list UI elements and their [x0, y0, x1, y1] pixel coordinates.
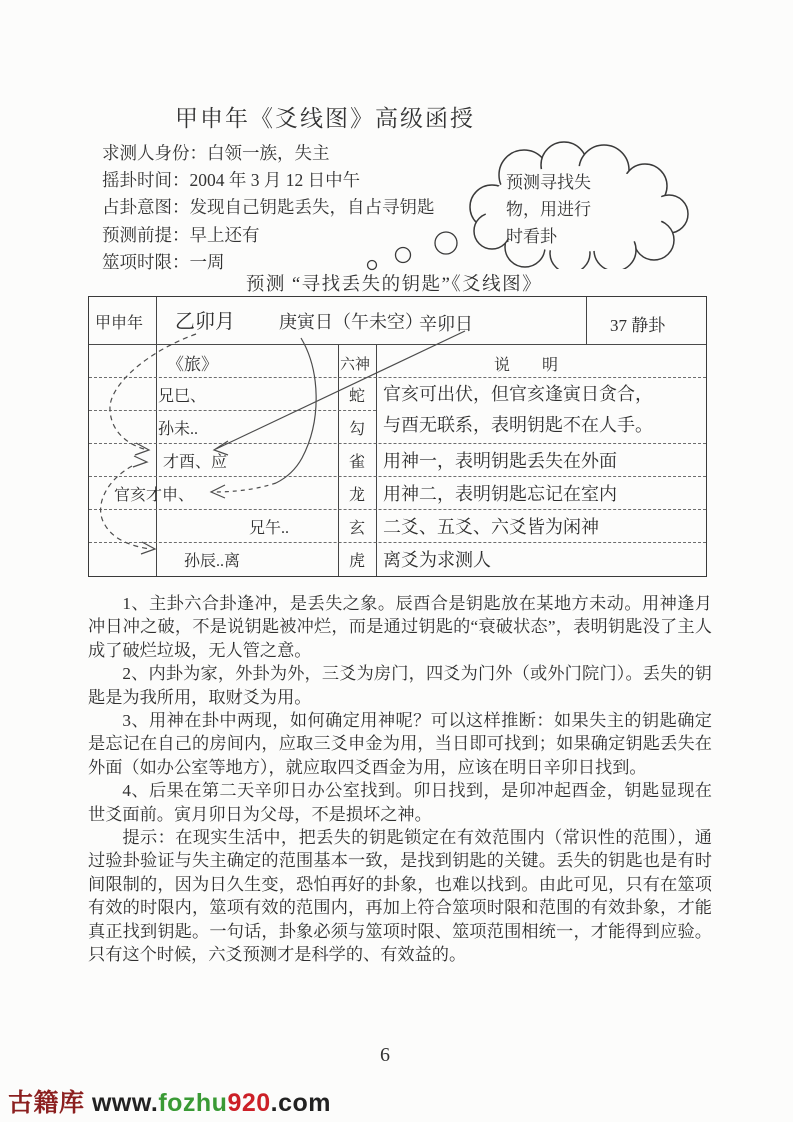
thought-cloud-text	[506, 169, 591, 250]
cloud-line: 物，用进行	[506, 200, 591, 219]
cell-day: 庚寅日（午未空）	[279, 312, 423, 332]
info-line-identity: 求测人身份：白领一族，失主	[102, 143, 330, 163]
table-line	[89, 410, 376, 411]
analysis-text	[88, 592, 712, 967]
table-line	[586, 297, 587, 344]
note-merged: 官亥可出伏，但官亥逢寅日贪合，与酉无联系，表明钥匙不在人手。	[383, 384, 653, 435]
cell-year: 甲申年	[95, 315, 144, 332]
info-line-premise: 预测前提：早上还有	[102, 224, 260, 245]
six-god: 蛇	[349, 388, 366, 405]
six-god: 龙	[349, 487, 366, 504]
analysis-paragraph-2: 2、内卦为家，外卦为外，三爻为房门，四爻为门外（或外门院门）。丢失的钥匙是为我所用，取财爻为用。	[88, 664, 712, 707]
yao-line: 才酉、应	[163, 454, 228, 471]
table-line	[89, 344, 706, 345]
six-god: 勾	[349, 421, 366, 438]
cloud-line: 预测寻找失	[506, 173, 591, 192]
info-line-time-limit: 筮项时限：一周	[102, 251, 225, 272]
watermark	[8, 1083, 331, 1119]
yao-line: 孙未..	[158, 421, 199, 438]
cell-month: 乙卯月	[175, 311, 235, 333]
note: 二爻、五爻、六爻皆为闲神	[383, 517, 599, 537]
watermark-name: fozhu	[158, 1089, 228, 1117]
analysis-paragraph-3: 3、用神在卦中两现，如何确定用神呢？可以这样推断：如果失主的钥匙确定是忘记在自己的房间内，应取三爻申金为用，当日即可找到；如果确定钥匙丢失在外面（如办公室等地方），就应取四爻酉金为用，应该在明日辛卯日找到。	[88, 711, 712, 777]
yao-line: 兄巳、	[158, 388, 207, 405]
six-god: 虎	[349, 553, 366, 570]
table-line	[156, 297, 157, 576]
table-caption: 预测 “寻找丢失的钥匙”《爻线图》	[245, 275, 543, 295]
table-line	[89, 509, 706, 510]
watermark-number: 920	[227, 1089, 271, 1117]
cell-hexagram-name: 《旅》	[167, 355, 218, 374]
table-line	[89, 377, 706, 378]
analysis-paragraph-tips: 提示：在现实生活中，把丢失的钥匙锁定在有效范围内（常识性的范围），通过验卦验证与失主确定的范围基本一致，是找到钥匙的关键。丢失的钥匙也是有时间限制的，因为日久生变，恐怕再好的卦象，也难以找到。由此可见，只有在筮项有效的时限内，筮项有效的范围内，再加上符合筮项时限和范围的有效卦象，才能真正找到钥匙。一句话，卦象必须与筮项时限、筮项范围相统一，才能得到应验。只有这个时候，六爻预测才是科学的、有效益的。	[88, 828, 712, 965]
cloud-line: 时看卦	[506, 227, 557, 246]
cell-six-gods-header: 六神	[340, 357, 371, 373]
analysis-paragraph-4: 4、后果在第二天辛卯日办公室找到。卯日找到，是卯冲起酉金，钥匙显现在世爻面前。寅月卯日为父母，不是损坏之神。	[88, 781, 712, 824]
note: 用神一，表明钥匙丢失在外面	[383, 451, 617, 471]
cell-note-header: 说 明	[494, 357, 559, 374]
note: 用神二，表明钥匙忘记在室内	[383, 484, 617, 504]
yao-line: 官亥才申、	[114, 487, 195, 504]
page-title: 甲申年《爻线图》高级函授	[175, 106, 475, 131]
watermark-site-label: 古籍库	[8, 1089, 92, 1117]
six-god: 雀	[349, 454, 366, 471]
hexagram-table	[88, 296, 707, 577]
yao-line: 孙辰..离	[184, 553, 241, 570]
cell-next-day: 辛卯日	[419, 314, 473, 334]
yao-line: 兄午..	[249, 520, 290, 537]
table-line	[89, 476, 706, 477]
cell-hexagram-number: 37 静卦	[610, 316, 666, 335]
watermark-tld: .com	[270, 1089, 332, 1117]
case-info-block	[102, 140, 435, 276]
page-number: 6	[380, 1044, 390, 1066]
six-god: 玄	[349, 520, 366, 537]
analysis-paragraph-1: 1、主卦六合卦逢冲，是丢失之象。辰酉合是钥匙放在某地方未动。用神逢月冲日冲之破，不是说钥匙被冲烂，而是通过钥匙的“衰破状态”，表明钥匙没了主人成了破烂垃圾，无人管之意。	[88, 594, 712, 660]
table-line	[89, 542, 706, 543]
table-line	[89, 443, 706, 444]
info-line-cast-time: 摇卦时间：2004 年 3 月 12 日中午	[102, 170, 361, 191]
info-line-intent: 占卦意图：发现自己钥匙丢失，自占寻钥匙	[102, 197, 435, 218]
watermark-www: www.	[91, 1089, 159, 1117]
note: 离爻为求测人	[383, 550, 491, 570]
